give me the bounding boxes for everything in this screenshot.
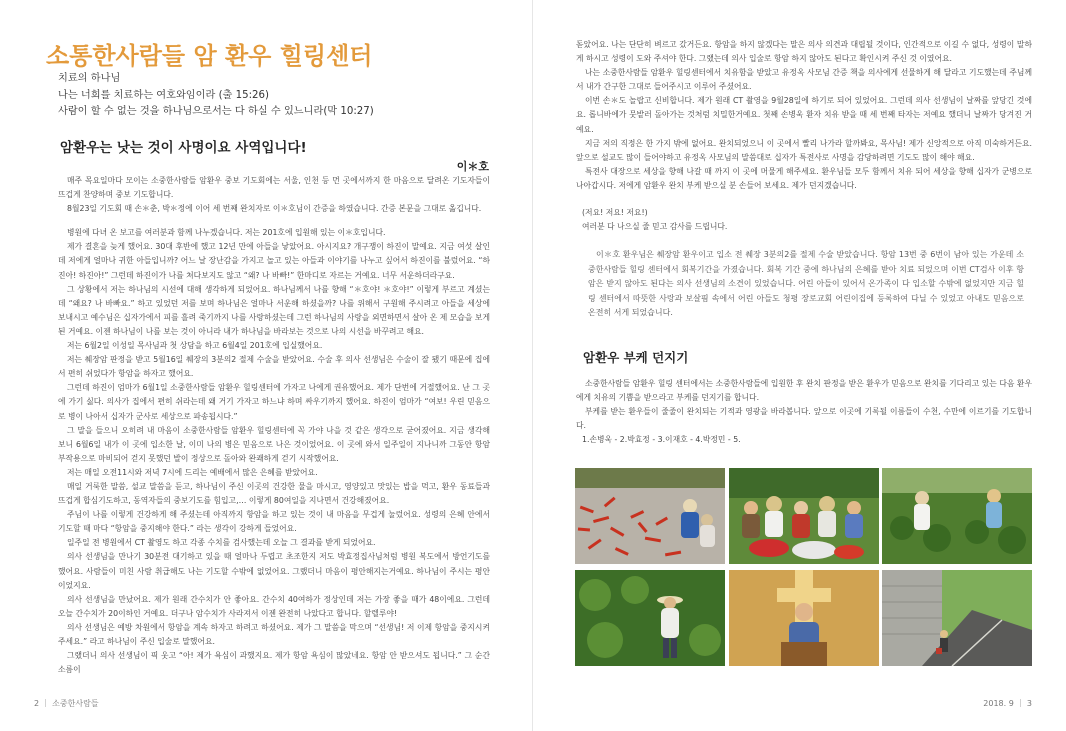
body-paragraph: 제가 결혼을 늦게 했어요. 30대 후반에 했고 12년 만에 아들을 낳았어요. 아시지요? 개구쟁이 하진이 말예요. 지금 여섯 살인데 저에게 얼마나 귀한 아들입니까? 어느 날 장난감을 가지고 놀고 있는 아들과 이야기를 나누고 싶어서 하진이를 불렀어요. “하진아! 하진아!” 그런데 하진이가 나를 쳐다보지도 않고 “왜? 나 바빠!” 한마디로 자르는 거예요. 너무 서운하더라구요.	[58, 242, 490, 280]
pastor-speaking-photo	[729, 570, 879, 666]
audience-response	[582, 206, 727, 234]
article-title: 암환우는 낫는 것이 사명이요 사역입니다!	[60, 140, 307, 156]
body-paragraph: 그런데 하진이 엄마가 6월1일 소중한사람들 암환우 힐링센터에 가자고 나에게 권유했어요. 제가 단번에 거절했어요. 난 그 곳에 가기 싫다. 의사가 집에서 편히 쉬라는데 왜 거기 가자고 하느냐 하며 싸우기까지 했어요. 하진이 엄마가 “여보! 우린 믿음으로 병이 나아서 십자가 군사로 세상으로 파송됩시다.”	[58, 383, 490, 421]
body-paragraph: 8월23일 기도회 때 손＊춘, 박＊정에 이어 세 번째 완치자로 이＊호님이 간증을 하였습니다. 간증 본문을 그대로 옮깁니다.	[67, 204, 482, 214]
body-paragraph: 특전사 대장으로 세상을 향해 나갈 때 까지 이 곳에 머물게 해주세요. 환우님들 모두 함께서 치유 되어 세상을 향해 십자가 군병으로 나아갑시다. 저에게 암환우 완치 부케 받으실 분 손들어 보세요. 제가 던지겠습니다.	[576, 166, 1032, 190]
bible-verses	[58, 71, 374, 121]
body-paragraph: 매주 목요일마다 모이는 소중한사람들 암환우 중보 기도회에는 서울, 인천 등 먼 곳에서까지 한 마음으로 달려온 기도자들이 뜨겁게 찬양하며 중보 기도합니다.	[58, 176, 490, 200]
body-paragraph: 병원에 다녀 온 보고를 여러분과 함께 나누겠습니다. 저는 201호에 입원해 있는 이＊호입니다.	[67, 228, 386, 238]
article-body-continued	[576, 38, 1032, 193]
response-line: 여러분 다 나으실 줄 믿고 감사를 드립니다.	[582, 222, 728, 232]
body-paragraph: 그 상황에서 저는 하나님의 시선에 대해 생각하게 되었어요. 하나님께서 나를 향해 “＊호야! ＊호야!” 이렇게 부르고 계셨는데 “왜요? 나 바빠요.” 하고 있었던 저를 보며 하나님은 얼마나 서운해 하셨을까? 나를 위해서 구원해 주시려고 아들을 세상에 보내시고 예수님은 십자가에서 피를 흘려 죽기까지 나를 사랑하셨는데 그런 하나님의 사랑을 외면하면서 살아 온 제 모습을 보게 된 거예요. 이젠 하나님이 나를 보는 것이 아니라 내가 하나님을 바라보는 것으로 나의 시선을 바꾸려고 해요.	[58, 284, 490, 336]
brand-title: 소통한사람들 암 환우 힐링센터	[46, 41, 373, 70]
response-line: (저요! 저요! 저요!)	[582, 208, 648, 217]
recipient-list: 1.손병욱 - 2.박효정 - 3.이재호 - 4.박정민 - 5.	[582, 435, 741, 444]
verse-line: 나는 너희를 치료하는 여호와임이라 (출 15:26)	[58, 89, 269, 101]
body-paragraph: 나는 소중한사람들 암환우 힐링센터에서 치유함을 받았고 유정옥 사모님 간증 책을 의사에게 선물하게 해 달라고 기도했는데 주님께서 내가 간구한 그대로 들어주시고 이루어 주셨어요.	[576, 68, 1032, 92]
body-paragraph: 매일 거룩한 말씀, 설교 말씀을 듣고, 하나님이 주신 이곳의 건강한 물을 마시고, 영양있고 맛있는 밥을 먹고, 환우 동료들과 뜨겁게 합심기도하고, 동역자들의 중보기도를 힘입고,… 이렇게 80여일을 지나면서 건강해졌어요.	[58, 481, 490, 506]
group-harvest-photo	[729, 468, 879, 564]
body-paragraph: 저는 췌장암 판정을 받고 5월16일 췌장의 3분의2 절제 수술을 받았어요. 수술 후 의사 선생님은 수술이 잘 됐기 때문에 집에서 편히 쉬었다가 항암을 하자고 했어요.	[58, 355, 490, 379]
body-paragraph: 이번 손＊도 놀랍고 신비합니다. 제가 원래 CT 촬영을 9월28일에 하기로 되어 있었어요. 그런데 의사 선생님이 날짜를 앞당긴 것에요. 롭니바에가 뭇밭러 돌아가는 것처럼 치밀한거예요. 첫째 손병욱 환자 치유 받을 때 세 번째 타자는 저예요 했더니 날짜가 당겨진 거예요.	[576, 96, 1032, 134]
body-paragraph: 부케를 받는 환우들이 줄줄이 완치되는 기적과 영광을 바라봅니다. 앞으로 이곳에 기록될 이름들이 수천, 수만에 이르기를 기도합니다.	[576, 407, 1032, 431]
article-body	[58, 174, 490, 677]
body-paragraph: 의사 선생님은 예방 차원에서 항암을 계속 하자고 하려고 하셨어요. 제가 그 말씀을 막으며 “선생님! 저 이제 항암을 중지시켜 주세요.” 라고 하나님이 주신 입술로 말했어요.	[58, 622, 490, 646]
folio-left: 2 ｜ 소중한사람들	[34, 699, 99, 708]
verse-line: 치료의 하나님	[58, 73, 121, 84]
hat-gardener-photo	[575, 570, 725, 666]
section-body-bouquet	[576, 377, 1032, 433]
body-paragraph: 소중한사람들 암환우 힐링 센터에서는 소중한사람들에 입원한 후 완치 판정을 받은 환우가 믿음으로 완치를 기다리고 있는 다음 환우에게 치유의 기쁨을 받으라고 부케를 던지기를 합니다.	[576, 379, 1032, 403]
body-paragraph: 지금 저의 직정은 한 가지 밖에 없어요. 완치되었으니 이 곳에서 빨리 나가라 할까봐요, 목사님! 제가 신앙적으로 아직 미숙하거든요. 앞으로 설교도 많이 들어야하고 유정옥 사모님의 말씀대로 십자가 특전사로 사명을 감당하려면 기도도 많이 해야 해요.	[576, 138, 1032, 162]
body-paragraph: 돋았어요. 나는 단단히 벼르고 갔거든요. 항암을 하지 않겠다는 말은 의사 의견과 대립될 것이다, 인간적으로 이길 수 없다, 성령이 말하게 하시고 성령이 도와 주셔야 한다. 그랬는데 의사 입술로 항암 하지 않아도 된다고 확인시켜 주신 것 이였어요.	[576, 40, 1032, 64]
body-paragraph: 그 말을 들으니 오히려 내 마음이 소중한사람들 암환우 힐링센터에 꼭 가야 나을 것 같은 생각으로 굳어졌어요. 지금 생각해 보니 6월6일 내가 이 곳에 입소한 날, 이미 나의 병은 믿음으로 나은 것이었어요. 이 곳에 와서 일주일이 지나니까 그동안 항암 부작용으로 마비되어 걷지 못했던 발이 정상으로 돌아와 완쾌하게 걷기 시작했어요.	[58, 425, 490, 463]
road-walker-photo	[882, 570, 1032, 666]
verse-line: 사람이 할 수 없는 것을 하나님으로서는 다 하실 수 있느니라(막 10:27)	[58, 106, 374, 117]
body-paragraph: 저는 매일 오전11시와 저녁 7시에 드리는 예배에서 많은 은혜를 받았어요.	[67, 467, 318, 477]
folio-right: 2018. 9 ｜ 3	[983, 699, 1032, 708]
section-title-bouquet: 암환우 부케 던지기	[583, 350, 689, 365]
peppers-drying-photo	[575, 468, 725, 564]
body-paragraph: 일주일 전 병원에서 CT 촬영도 하고 각종 수치를 검사했는데 오늘 그 결과를 받게 되었어요.	[67, 538, 376, 548]
garden-work-photo	[882, 468, 1032, 564]
body-paragraph: 저는 6월2일 이성일 목사님과 첫 상담을 하고 6월4일 201호에 입실했어요.	[67, 341, 323, 351]
body-paragraph: 의사 선생님을 만났어요. 제가 원래 간수치가 안 좋아요. 간수치 40여하가 정상인데 저는 가장 좋을 때가 48이에요. 그런데 오늘 간수치가 20이하인 거예요. 더구나 암수치가 사라져서 이젠 완전히 나았다고 합니다. 할렐루야!	[58, 594, 490, 618]
photo-grid	[575, 468, 1032, 666]
editor-note: 이＊호 환우님은 췌장암 환우이고 입소 전 췌장 3분의2를 절제 수술 받았습니다. 항암 13번 중 6번이 남아 있는 가운데 소중한사람들 힐링 센터에서 회복기간을 가졌습니다. 회복 기간 중에 하나님의 은혜를 받아 치료 되었으며 이번 CT검사 이후 항암은 받지 않아도 된다는 의사 선생님의 소견이 있었습니다. 어린 아들이 있어서 온가족이 다 입소할 수밖에 없었지만 지금 힐링 센터에서 따뜻한 사랑과 보살핌 속에서 어린 아들도 청평 장로교회 어린이집에 등록하여 다닐 수 있었고 아내도 믿음으로 온전히 서게 되었습니다.	[588, 250, 1024, 318]
body-paragraph: 주님이 나를 이렇게 건강하게 해 주셨는데 아직까지 항암을 하고 있는 것이 내 마음을 무겁게 눌렀어요. 성령의 은혜 안에서 기도할 때 마다 “항암을 중지해야 한다.” 라는 생각이 강하게 들었어요.	[58, 510, 490, 534]
author-name: 이＊호	[456, 160, 489, 173]
body-paragraph: 그랬더니 의사 선생님이 픽 웃고 “아! 제가 욕심이 과했지요. 제가 항암 욕심이 많았네요. 항암 안 받으셔도 됩니다.” 그 순간 소름이	[58, 651, 490, 675]
body-paragraph: 의사 선생님을 만나기 30분전 대기하고 있을 때 얼마나 두렵고 초조한지 저도 박효정집사님처럼 병원 복도에서 방언기도를 했어요. 사람들이 미친 사람 취급해도 나는 기도할 수밖에 없었어요. 그랬더니 마음이 평안해지는거예요. 하나님이 주시는 평안이었지요.	[58, 552, 490, 590]
